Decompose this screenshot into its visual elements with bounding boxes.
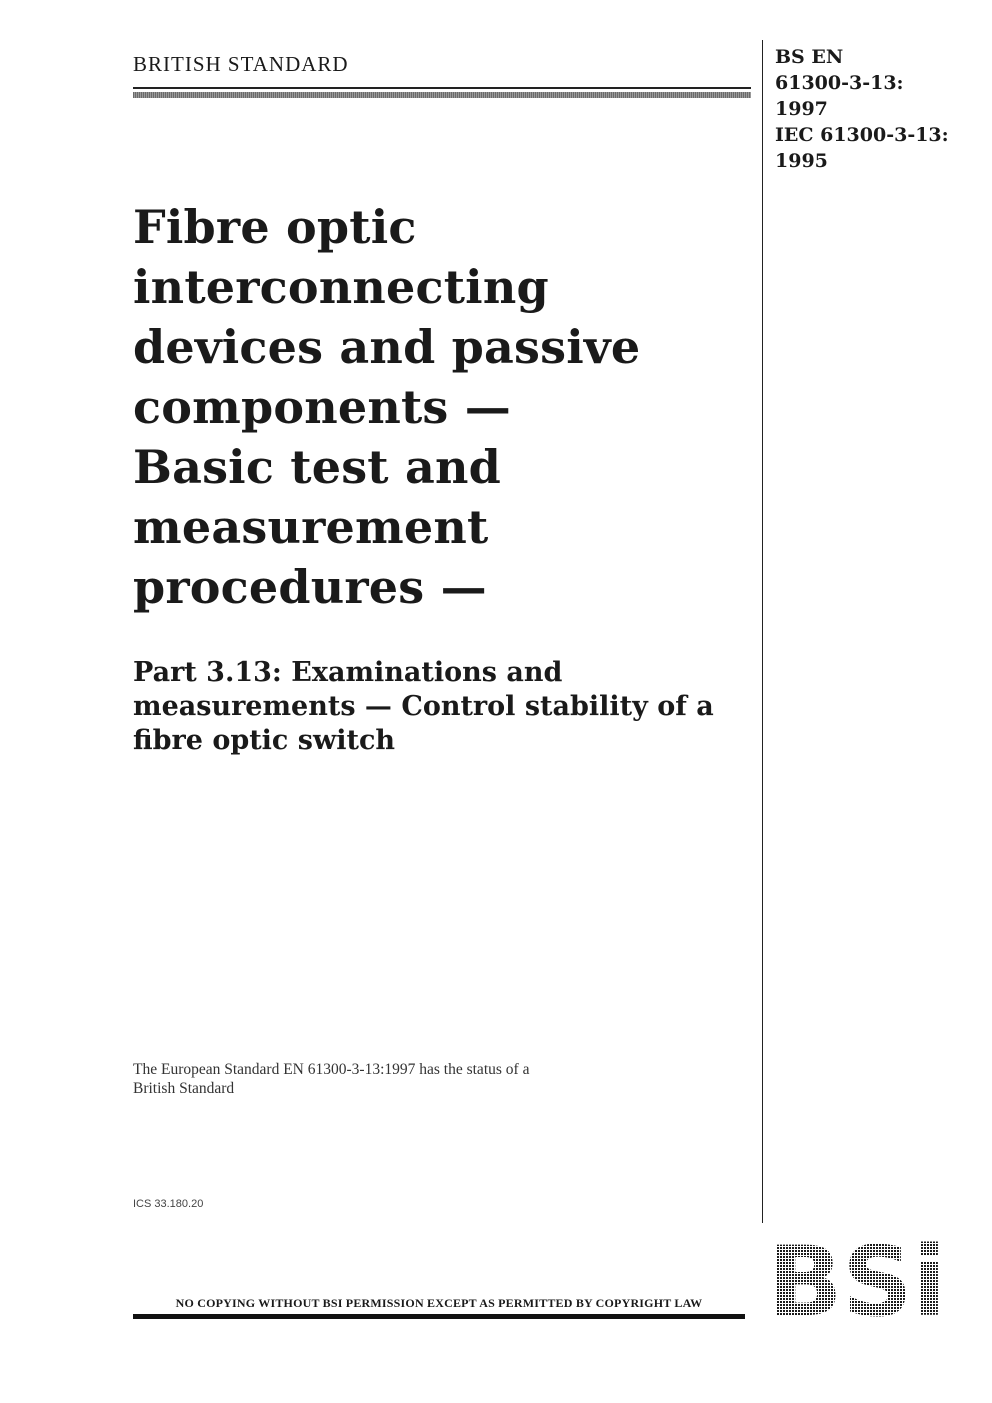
footer-rule	[133, 1314, 745, 1319]
document-part-title: Part 3.13: Examinations and measurements — Control stability of a fibre optic switch	[133, 657, 714, 756]
document-title: Fibre optic interconnecting devices and passive components — Basic test and measurement procedures —	[133, 200, 641, 614]
ics-code: ICS 33.180.20	[133, 1198, 204, 1210]
status-note: The European Standard EN 61300-3-13:1997 has the status of a British Standard	[133, 1061, 530, 1097]
header-shaded-rule	[133, 92, 751, 98]
standard-reference	[775, 44, 980, 174]
header-rule	[133, 87, 751, 89]
bsi-logo-icon	[768, 1241, 948, 1318]
document-series-label: BRITISH STANDARD	[133, 52, 349, 76]
bs-reference-line: BS EN	[775, 46, 844, 68]
bs-reference-number: 61300-3-13:	[775, 72, 904, 94]
iec-reference-year: 1995	[775, 150, 828, 172]
column-divider	[762, 40, 763, 1223]
copyright-notice: NO COPYING WITHOUT BSI PERMISSION EXCEPT AS PERMITTED BY COPYRIGHT LAW	[175, 1296, 703, 1310]
bs-reference-year: 1997	[775, 98, 828, 120]
iec-reference-number: IEC 61300-3-13:	[775, 124, 949, 146]
bsi-logo-text: BSi	[768, 1241, 946, 1318]
